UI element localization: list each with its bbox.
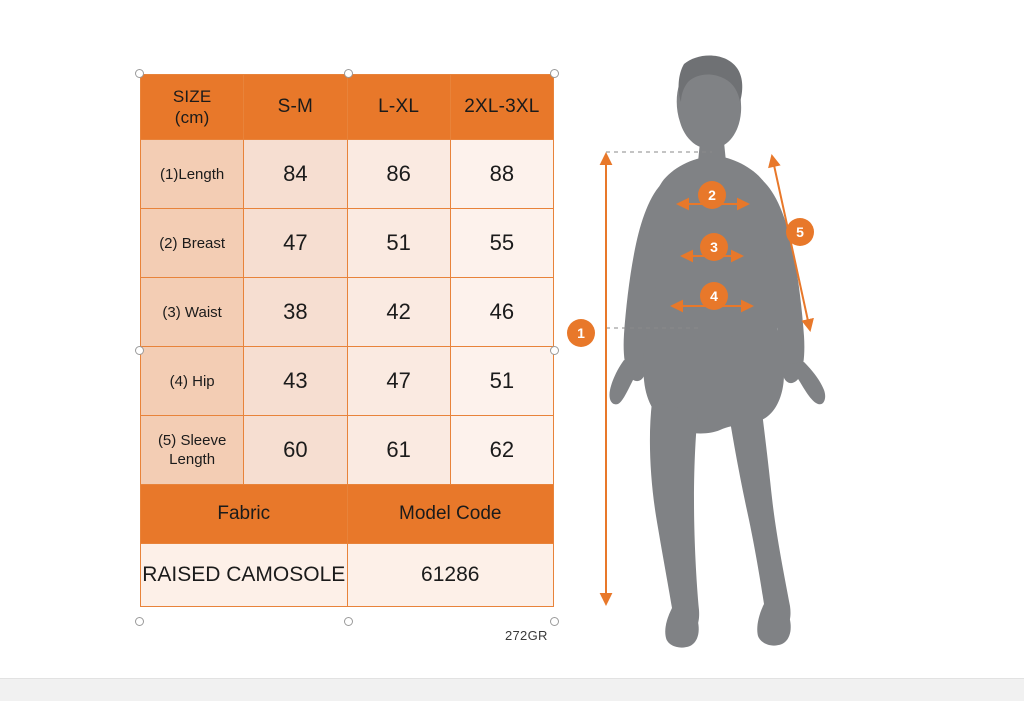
- resize-handle-top-right[interactable]: [550, 69, 559, 78]
- cell-hip-s-m: 43: [244, 347, 347, 416]
- cell-length-s-m: 84: [244, 140, 347, 209]
- size-chart-table-container[interactable]: [140, 74, 554, 622]
- resize-handle-bottom-left[interactable]: [135, 617, 144, 626]
- bottom-status-strip: [0, 678, 1024, 701]
- badge-1: 1: [568, 320, 594, 346]
- cell-sleeve-2xl-3xl: 62: [450, 416, 553, 485]
- header-size-cm: [141, 75, 244, 140]
- row-label-sleeve-length: (5) Sleeve Length: [141, 416, 244, 485]
- band-model-code-label: Model Code: [347, 485, 554, 544]
- cell-breast-s-m: 47: [244, 209, 347, 278]
- table-header-row: [141, 75, 554, 140]
- badge-3: 3: [701, 234, 727, 260]
- band-fabric-label: Fabric: [141, 485, 348, 544]
- footer-model-code-value: 61286: [347, 544, 554, 607]
- table-row: [141, 416, 554, 485]
- cell-sleeve-s-m: 60: [244, 416, 347, 485]
- cell-sleeve-l-xl: 61: [347, 416, 450, 485]
- cell-length-2xl-3xl: 88: [450, 140, 553, 209]
- table-row: [141, 278, 554, 347]
- row-label-length: (1)Length: [141, 140, 244, 209]
- resize-handle-bottom-right[interactable]: [550, 617, 559, 626]
- header-size-line1: SIZE: [172, 87, 212, 106]
- table-row: [141, 347, 554, 416]
- resize-handle-bottom-middle[interactable]: [344, 617, 353, 626]
- header-col-s-m: S-M: [244, 75, 347, 140]
- resize-handle-top-left[interactable]: [135, 69, 144, 78]
- table-caption-code: 272GR: [505, 628, 548, 643]
- resize-handle-middle-right[interactable]: [550, 346, 559, 355]
- row-label-breast: (2) Breast: [141, 209, 244, 278]
- badge-4: 4: [701, 283, 727, 309]
- female-silhouette-diagram: [580, 30, 1010, 660]
- resize-handle-top-middle[interactable]: [344, 69, 353, 78]
- table-band-row: [141, 485, 554, 544]
- row-label-hip: (4) Hip: [141, 347, 244, 416]
- table-row: [141, 140, 554, 209]
- cell-hip-2xl-3xl: 51: [450, 347, 553, 416]
- cell-breast-2xl-3xl: 55: [450, 209, 553, 278]
- table-footer-row: [141, 544, 554, 607]
- footer-fabric-value: RAISED CAMOSOLE: [141, 544, 348, 607]
- cell-waist-s-m: 38: [244, 278, 347, 347]
- header-size-line2: (cm): [174, 108, 210, 127]
- measurement-figure: [577, 30, 1010, 660]
- cell-hip-l-xl: 47: [347, 347, 450, 416]
- cell-breast-l-xl: 51: [347, 209, 450, 278]
- header-col-l-xl: L-XL: [347, 75, 450, 140]
- cell-length-l-xl: 86: [347, 140, 450, 209]
- table-row: [141, 209, 554, 278]
- header-col-2xl-3xl: 2XL-3XL: [450, 75, 553, 140]
- row-label-waist: (3) Waist: [141, 278, 244, 347]
- cell-waist-2xl-3xl: 46: [450, 278, 553, 347]
- badge-5: 5: [787, 219, 813, 245]
- female-body-silhouette: [609, 55, 825, 647]
- badge-2: 2: [699, 182, 725, 208]
- cell-waist-l-xl: 42: [347, 278, 450, 347]
- size-chart-table: [140, 74, 554, 607]
- resize-handle-middle-left[interactable]: [135, 346, 144, 355]
